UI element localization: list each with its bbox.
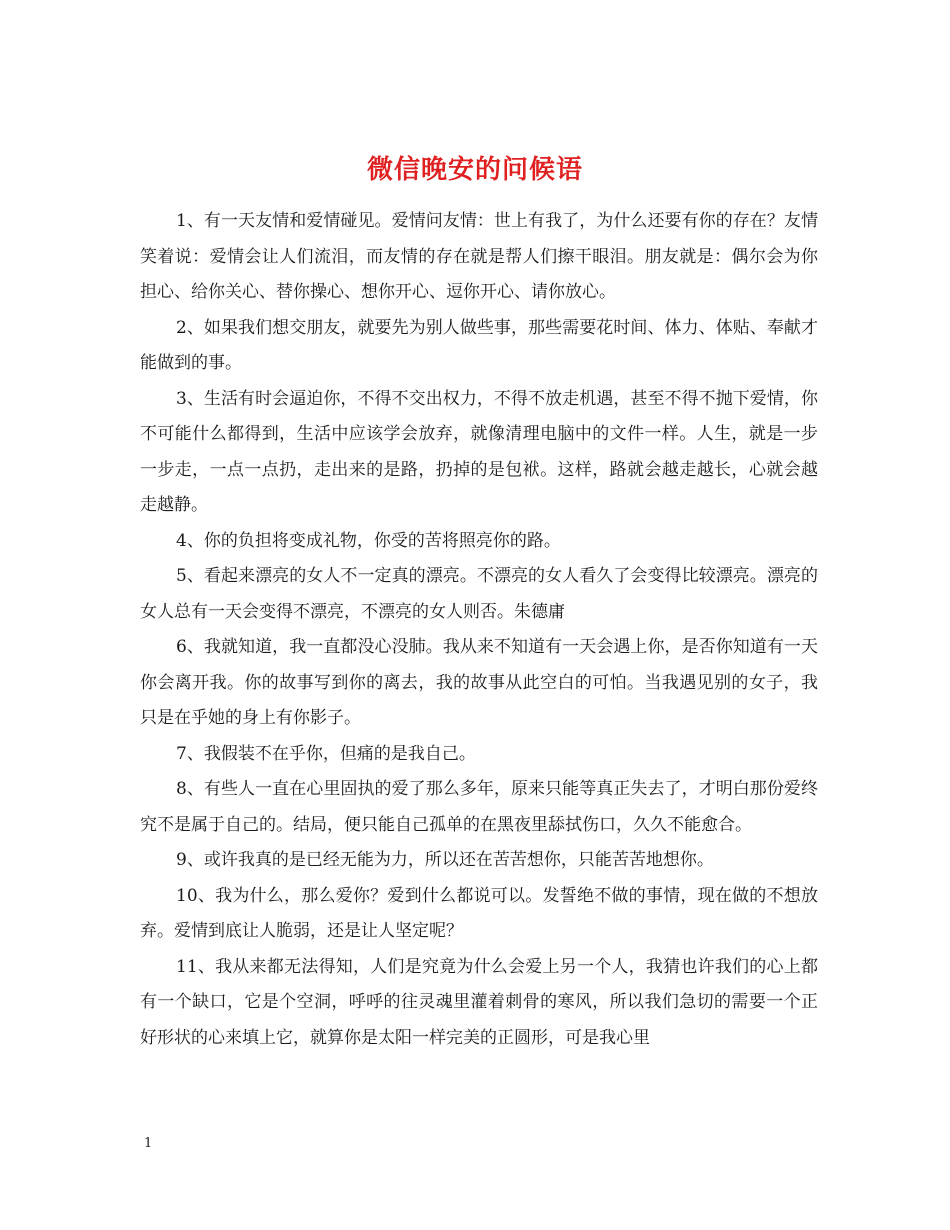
paragraph-4: 4、你的负担将变成礼物，你受的苦将照亮你的路。 [176,530,561,551]
paragraph-8: 8、有些人一直在心里固执的爱了那么多年，原来只能等真正失去了，才明白那份爱终究不是属于自己的。结局，便只能自己孤单的在黑夜里舔拭伤口，久久不能愈合。 [140,779,818,835]
paragraph-10: 10、我为什么，那么爱你？爱到什么都说可以。发誓绝不做的事情，现在做的不想放弃。爱情到底让人脆弱，还是让人坚定呢？ [140,885,818,941]
page-number: 1 [144,1136,153,1151]
paragraph-5: 5、看起来漂亮的女人不一定真的漂亮。不漂亮的女人看久了会变得比较漂亮。漂亮的女人总有一天会变得不漂亮，不漂亮的女人则否。朱德庸 [140,566,818,622]
paragraph-2: 2、如果我们想交朋友，就要先为别人做些事，那些需要花时间、体力、体贴、奉献才能做到的事。 [140,317,818,373]
document-title: 微信晚安的问候语 [366,155,583,186]
paragraph-7: 7、我假装不在乎你，但痛的是我自己。 [176,743,476,764]
paragraph-3: 3、生活有时会逼迫你，不得不交出权力，不得不放走机遇，甚至不得不抛下爱情，你不可能什么都得到，生活中应该学会放弃，就像清理电脑中的文件一样。人生，就是一步一步走，一点一点扔，走出来的是路，扔掉的是包袱。这样，路就会越走越长，心就会越走越静。 [140,388,818,515]
paragraph-11: 11、我从来都无法得知，人们是究竟为什么会爱上另一个人，我猜也许我们的心上都有一个缺口，它是个空洞，呼呼的往灵魂里灌着刺骨的寒风，所以我们急切的需要一个正好形状的心来填上它，就算你是太阳一样完美的正圆形，可是我心里 [140,956,818,1048]
paragraph-6: 6、我就知道，我一直都没心没肺。我从来不知道有一天会遇上你，是否你知道有一天你会离开我。你的故事写到你的离去，我的故事从此空白的可怕。当我遇见别的女子，我只是在乎她的身上有你影子。 [140,637,818,728]
paragraph-9: 9、或许我真的是已经无能为力，所以还在苦苦想你，只能苦苦地想你。 [176,850,714,870]
paragraph-1: 1、有一天友情和爱情碰见。爱情问友情：世上有我了，为什么还要有你的存在？友情笑着说：爱情会让人们流泪，而友情的存在就是帮人们擦干眼泪。朋友就是：偶尔会为你担心、给你关心、替你操心、想你开心、逗你开心、请你放心。 [140,211,818,302]
document-body [140,204,818,1056]
